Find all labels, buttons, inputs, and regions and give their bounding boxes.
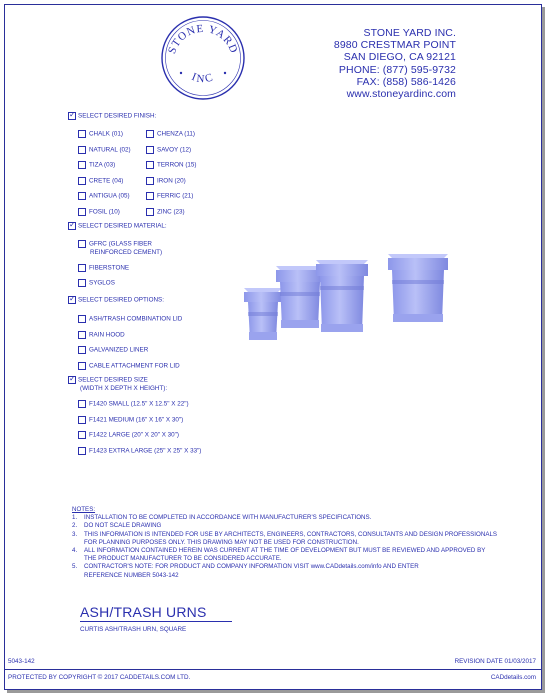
urn-small [244,288,282,340]
size-option-label: F1421 MEDIUM (16" X 16" X 30") [89,416,184,423]
size-option-checkbox[interactable] [78,416,86,424]
size-option[interactable] [78,416,183,424]
finish-option-checkbox[interactable] [78,208,86,216]
finish-option-label: ZINC (23) [157,208,185,215]
note-number: 2. [72,522,78,530]
note-line [72,547,512,555]
options-item-checkbox[interactable] [78,331,86,339]
finish-option[interactable] [146,146,191,154]
options-item-label: RAIN HOOD [89,331,125,338]
size-option-label: F1423 EXTRA LARGE (25" X 25" X 33") [89,447,202,454]
finish-option[interactable] [78,208,120,216]
finish-option[interactable] [78,192,130,200]
note-number: 4. [72,547,78,555]
urn-large [316,260,368,332]
urn-extra-large [388,254,448,322]
finish-option-label: ANTIGUA (05) [89,192,130,200]
company-address-2: SAN DIEGO, CA 92121 [343,51,456,64]
options-header [68,296,164,304]
notes-block [72,506,512,580]
revision-date: REVISION DATE 01/03/2017 [454,658,536,665]
options-item-checkbox[interactable] [78,362,86,370]
size-option-label: F1422 LARGE (20" X 20" X 30") [89,431,180,439]
material-gfrc-checkbox[interactable] [78,240,86,248]
note-line [72,514,512,522]
notes-title: NOTES: [72,506,96,513]
note-text: REFERENCE NUMBER 5043-142 [84,571,179,579]
finish-option-label: NATURAL (02) [89,146,131,153]
finish-header-checkbox[interactable] [68,112,76,120]
note-line [72,572,512,580]
note-line [72,555,512,563]
drawing-subtitle: CURTIS ASH/TRASH URN, SQUARE [80,626,187,633]
finish-option[interactable] [146,130,195,138]
size-header-checkbox[interactable] [68,376,76,384]
size-option[interactable] [78,400,189,408]
material-fiberstone-label: FIBERSTONE [89,264,130,272]
material-header-label: SELECT DESIRED MATERIAL: [78,222,167,230]
stone-yard-logo [160,15,246,101]
material-header [68,222,167,230]
finish-option-label: TERRON (15) [157,161,197,169]
urns-illustration [236,228,462,348]
finish-option[interactable] [146,177,186,185]
finish-option-checkbox[interactable] [78,177,86,185]
finish-option[interactable] [146,208,185,216]
finish-option-label: TIZA (03) [89,161,116,169]
material-syglos-checkbox[interactable] [78,279,86,287]
options-item-label: GALVANIZED LINER [89,346,149,354]
size-option[interactable] [78,431,179,439]
company-phone: PHONE: (877) 595-9732 [338,63,456,76]
note-number: 5. [72,563,78,571]
finish-option[interactable] [146,192,193,200]
finish-option-checkbox[interactable] [78,192,86,200]
company-website[interactable]: www.stoneyardinc.com [346,88,456,101]
finish-option[interactable] [78,130,123,138]
size-option-label: F1420 SMALL (12.5" X 12.5" X 22") [89,400,189,408]
material-syglos-label: SYGLOS [89,279,115,287]
finish-option-checkbox[interactable] [78,161,86,169]
options-item-label: ASH/TRASH COMBINATION LID [89,315,183,323]
note-text: ALL INFORMATION CONTAINED HEREIN WAS CURRENT AT THE TIME OF DEVELOPMENT BUT MUST BE REVIEWED AND APPROVED BY [84,547,486,555]
options-item-checkbox[interactable] [78,346,86,354]
material-header-checkbox[interactable] [68,222,76,230]
options-header-checkbox[interactable] [68,296,76,304]
note-text: FOR PLANNING PURPOSES ONLY. THIS DRAWING MAY NOT BE USED FOR CONSTRUCTION. [84,538,359,546]
options-item-checkbox[interactable] [78,315,86,323]
material-gfrc-label: GFRC (GLASS FIBER [89,240,152,248]
size-option-checkbox[interactable] [78,447,86,455]
options-item-label: CABLE ATTACHMENT FOR LID [89,362,180,369]
options-item[interactable] [78,315,182,323]
svg-text:INC: INC [189,70,217,86]
finish-option-label: SAVOY (12) [157,146,192,153]
finish-option[interactable] [78,161,115,169]
note-text: THE PRODUCT MANUFACTURER TO BE CONSIDERED ACCURATE. [84,555,282,563]
drawing-title: ASH/TRASH URNS [80,604,207,620]
size-header-line2: (WIDTH X DEPTH X HEIGHT): [80,385,168,392]
finish-option-label: FOSIL (10) [89,208,120,215]
svg-text:STONE YARD: STONE YARD [166,22,240,56]
material-gfrc-line2: REINFORCED CEMENT) [90,249,163,256]
material-option-syglos[interactable] [78,279,115,287]
note-number: 3. [72,530,78,538]
options-item[interactable] [78,362,180,370]
title-block [80,604,232,633]
finish-option-label: CHALK (01) [89,130,123,138]
material-fiberstone-checkbox[interactable] [78,264,86,272]
finish-option-label: FERRIC (21) [157,192,194,200]
finish-option[interactable] [146,161,197,169]
finish-header [68,112,156,120]
material-option-gfrc[interactable] [78,240,152,248]
finish-option-checkbox[interactable] [146,208,154,216]
note-text: THIS INFORMATION IS INTENDED FOR USE BY ARCHITECTS, ENGINEERS, CONTRACTORS, CONSULTANTS AND DESIGN PROFESSIONALS [84,530,498,538]
finish-option-label: CHENZA (11) [157,130,196,138]
title-underline [80,621,232,622]
finish-option-checkbox[interactable] [146,192,154,200]
finish-option[interactable] [78,146,131,154]
company-name: STONE YARD INC. [363,27,456,39]
note-text: INSTALLATION TO BE COMPLETED IN ACCORDANCE WITH MANUFACTURER'S SPECIFICATIONS. [84,514,372,522]
company-fax: FAX: (858) 586-1426 [356,75,456,88]
material-option-fiberstone[interactable] [78,264,129,272]
finish-header-label: SELECT DESIRED FINISH: [78,112,157,120]
finish-option-label: CRETE (04) [89,177,124,184]
note-line [72,563,512,571]
footer-divider [4,669,541,670]
finish-option-checkbox[interactable] [78,130,86,138]
options-header-label: SELECT DESIRED OPTIONS: [78,296,164,304]
copyright: PROTECTED BY COPYRIGHT © 2017 CADDETAILS.COM LTD. [8,674,191,681]
finish-option[interactable] [78,177,123,185]
size-option-checkbox[interactable] [78,400,86,408]
finish-option-checkbox[interactable] [78,146,86,154]
note-line [72,522,512,530]
company-address-1: 8980 CRESTMAR POINT [333,39,456,52]
size-option-checkbox[interactable] [78,431,86,439]
size-option[interactable] [78,447,201,455]
caddetails-link[interactable]: CADdetails.com [490,674,536,681]
size-header [68,376,148,384]
finish-option-checkbox[interactable] [146,161,154,169]
reference-number: 5043-142 [8,658,35,665]
note-line [72,531,512,539]
note-line [72,539,512,547]
company-info [334,27,456,100]
note-text: CONTRACTOR'S NOTE: FOR PRODUCT AND COMPANY INFORMATION VISIT www.CADdetails.com/info AND ENTER [84,563,419,571]
finish-option-checkbox[interactable] [146,177,154,185]
finish-option-checkbox[interactable] [146,146,154,154]
options-item[interactable] [78,346,148,354]
size-header-label: SELECT DESIRED SIZE [78,376,148,384]
note-text: DO NOT SCALE DRAWING [84,522,162,530]
finish-option-label: IRON (20) [157,177,186,184]
options-item[interactable] [78,331,125,339]
finish-option-checkbox[interactable] [146,130,154,138]
note-number: 1. [72,514,78,522]
